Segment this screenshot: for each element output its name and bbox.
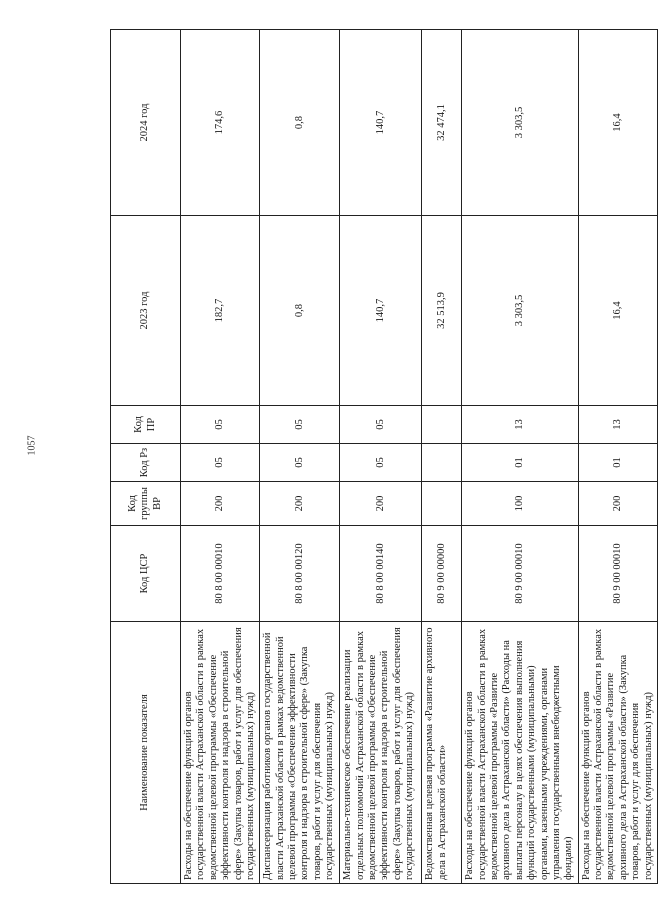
row-vr: 200: [340, 482, 422, 526]
col-header-csr: Код ЦСР: [111, 526, 181, 622]
row-rz: 01: [578, 444, 657, 482]
table-row: [462, 30, 578, 884]
table-header-row: [111, 30, 181, 884]
rotated-sheet: [110, 30, 654, 884]
row-pr: 13: [578, 406, 657, 444]
col-header-2024: 2024 год: [111, 30, 181, 216]
row-2024: 3 303,5: [462, 30, 578, 216]
row-rz: [422, 444, 462, 482]
row-pr: 05: [181, 406, 260, 444]
row-vr: 200: [578, 482, 657, 526]
row-csr: 80 8 00 00120: [260, 526, 340, 622]
row-pr: 05: [260, 406, 340, 444]
page-number: 1057: [26, 435, 38, 456]
table-row: [578, 30, 657, 884]
row-csr: 80 9 00 00000: [422, 526, 462, 622]
col-header-vr: Код группы ВР: [111, 482, 181, 526]
row-2024: 16,4: [578, 30, 657, 216]
table-row: [260, 30, 340, 884]
row-csr: 80 9 00 00010: [462, 526, 578, 622]
row-name: Расходы на обеспечение функций органов государственной власти Астраханской области в рамках ведомственной целевой программы «Развитие архивного дела в Астраханской области» (Расходы на выплаты персоналу в целях обеспечения выполнения функций государственными (муниципальными) органами, казенными учреждениями, органами управления государственными внебюджетными фондами): [462, 622, 578, 884]
row-2024: 0,8: [260, 30, 340, 216]
row-2023: 0,8: [260, 216, 340, 406]
row-name: Расходы на обеспечение функций органов государственной власти Астраханской области в рамках ведомственной целевой программы «Развитие архивного дела в Астраханской области» (Закупка товаров, работ и услуг для обеспечения государственных (муниципальных) нужд): [578, 622, 657, 884]
row-pr: [422, 406, 462, 444]
row-csr: 80 9 00 00010: [578, 526, 657, 622]
row-name: Материально-техническое обеспечение реализации отдельных полномочий Астраханской области в рамках ведомственной целевой программы «Обеспечение эффективности контроля и надзора в строительной сфере» (Закупка товаров, работ и услуг для обеспечения государственных (муниципальных) нужд): [340, 622, 422, 884]
col-header-name: Наименование показателя: [111, 622, 181, 884]
col-header-rz: Код Рз: [111, 444, 181, 482]
row-vr: [422, 482, 462, 526]
table-row: [340, 30, 422, 884]
budget-table: [110, 29, 658, 884]
row-name: Расходы на обеспечение функций органов государственной власти Астраханской области в рамках ведомственной целевой программы «Обеспечение эффективности контроля и надзора в строительной сфере» (Закупка товаров, работ и услуг для обеспечения государственных (муниципальных) нужд): [181, 622, 260, 884]
row-2023: 32 513,9: [422, 216, 462, 406]
row-2024: 140,7: [340, 30, 422, 216]
rotated-table-wrapper: [110, 30, 654, 884]
row-rz: 05: [340, 444, 422, 482]
row-2023: 182,7: [181, 216, 260, 406]
row-pr: 05: [340, 406, 422, 444]
row-csr: 80 8 00 00140: [340, 526, 422, 622]
row-2023: 16,4: [578, 216, 657, 406]
row-rz: 01: [462, 444, 578, 482]
row-vr: 200: [260, 482, 340, 526]
row-vr: 200: [181, 482, 260, 526]
row-rz: 05: [260, 444, 340, 482]
row-name: Ведомственная целевая программа «Развитие архивного дела в Астраханской области»: [422, 622, 462, 884]
table-row: [422, 30, 462, 884]
row-name: Диспансеризация работников органов государственной власти Астраханской области в рамках ведомственной целевой программы «Обеспечение эффективности контроля и надзора в строительной сфере» (Закупка товаров, работ и услуг для обеспечения государственных (муниципальных) нужд): [260, 622, 340, 884]
row-rz: 05: [181, 444, 260, 482]
row-2023: 3 303,5: [462, 216, 578, 406]
row-csr: 80 8 00 00010: [181, 526, 260, 622]
col-header-pr: Код ПР: [111, 406, 181, 444]
col-header-2023: 2023 год: [111, 216, 181, 406]
row-2024: 174,6: [181, 30, 260, 216]
row-pr: 13: [462, 406, 578, 444]
row-vr: 100: [462, 482, 578, 526]
row-2024: 32 474,1: [422, 30, 462, 216]
row-2023: 140,7: [340, 216, 422, 406]
table-row: [181, 30, 260, 884]
